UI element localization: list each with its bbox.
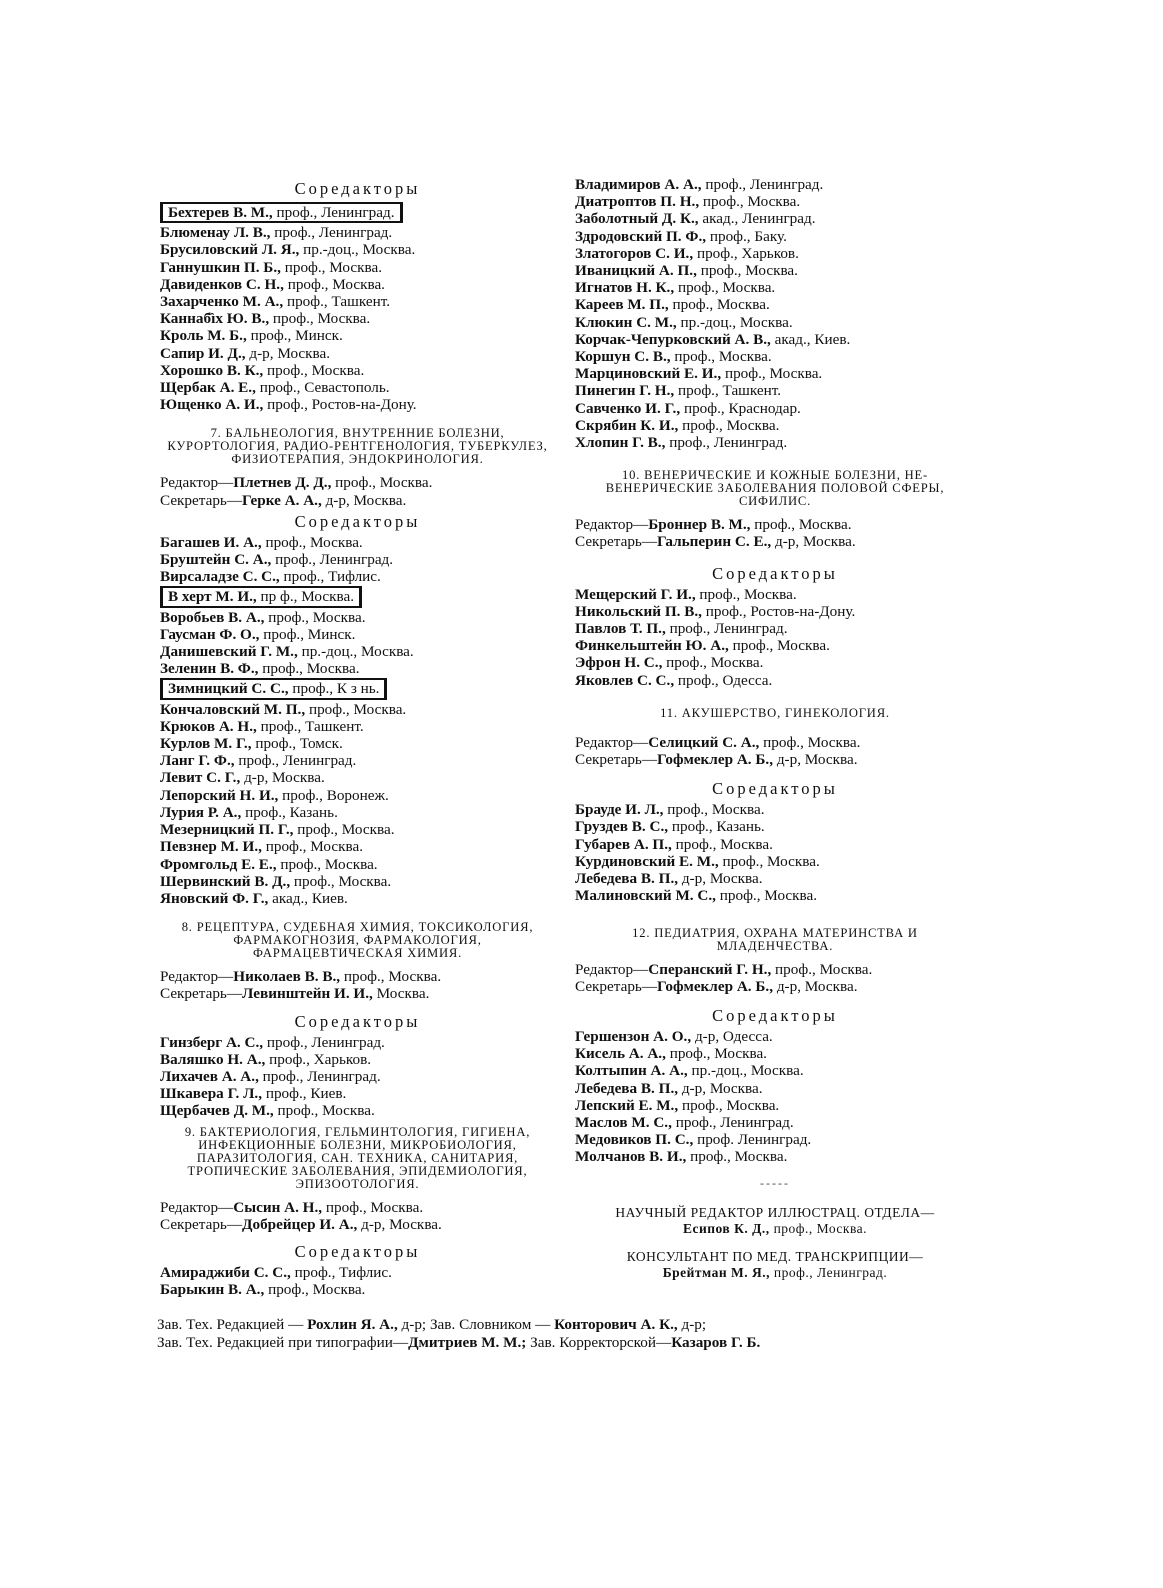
boxed-entry: Бехтерев В. М., проф., Ленинград. (160, 201, 555, 224)
list-item: Никольский П. В., проф., Ростов-на-Дону. (575, 602, 856, 620)
boxed-entry: В херт М. И., пр ф., Москва. (160, 585, 555, 608)
list-item: Пинегин Г. Н., проф., Ташкент. (575, 382, 782, 400)
list-item: Сапир И. Д., д-р, Москва. (160, 344, 331, 362)
secretary-line: Секретарь—Добрейцер И. А., д-р, Москва. (160, 1215, 442, 1233)
list-item: Яновский Ф. Г., акад., Киев. (160, 889, 348, 907)
coeditors-heading: Соредакторы (712, 779, 838, 799)
list-item: Ющенко А. И., проф., Ростов-на-Дону. (160, 396, 417, 414)
section-12-title: 12. ПЕДИАТРИЯ, ОХРАНА МАТЕРИНСТВА И МЛАДЕНЧЕСТВА. (632, 925, 918, 953)
list-item: Диатроптов П. Н., проф., Москва. (575, 193, 801, 211)
list-item: Брауде И. Л., проф., Москва. (575, 801, 765, 819)
list-item: Амираджиби С. С., проф., Тифлис. (160, 1263, 392, 1281)
footer-line-1: Зав. Тех. Редакцией — Рохлин Я. А., д-р; Зав. Словником — Конторович А. К., д-р; (157, 1316, 707, 1333)
list-item: Давиденков С. Н., проф., Москва. (160, 275, 385, 293)
list-item: Ланг Г. Ф., проф., Ленинград. (160, 752, 357, 770)
list-item: Ганнушкин П. Б., проф., Москва. (160, 258, 383, 276)
coeditors-list (160, 534, 555, 586)
coeditors-list (575, 586, 975, 689)
list-item: Воробьев В. А., проф., Москва. (160, 608, 366, 626)
list-item: Курлов М. Г., проф., Томск. (160, 735, 343, 753)
list-item: Маслов М. С., проф., Ленинград. (575, 1113, 794, 1131)
secretary-line: Секретарь—Левинштейн И. И., Москва. (160, 985, 430, 1003)
list-item: Колтыпин А. А., пр.-доц., Москва. (575, 1062, 804, 1080)
list-item: Владимиров А. А., проф., Ленинград. (575, 176, 824, 193)
section-8-title: 8. РЕЦЕПТУРА, СУДЕБНАЯ ХИМИЯ, ТОКСИКОЛОГИЯ, ФАРМАКОГНОЗИЯ, ФАРМАКОЛОГИЯ, ФАРМАЦЕВТИЧЕСКАЯ ХИМИЯ. (181, 920, 534, 961)
coeditors-list (160, 1264, 555, 1298)
coeditors-list (160, 224, 555, 413)
coeditors-list (575, 801, 975, 904)
list-item: Корчак-Чепурковский А. В., акад., Киев. (575, 330, 851, 348)
coeditors-heading: Соредакторы (712, 1005, 838, 1025)
editor-line: Редактор—Николаев В. В., проф., Москва. (160, 968, 442, 986)
list-item: Щербачев Д. М., проф., Москва. (160, 1102, 375, 1120)
list-item: Павлов Т. П., проф., Ленинград. (575, 620, 788, 638)
list-item: Груздев В. С., проф., Казань. (575, 818, 765, 836)
list-item: Вирсаладзе С. С., проф., Тифлис. (160, 568, 381, 586)
list-item: Лепский Е. М., проф., Москва. (575, 1096, 780, 1114)
editor-line: Редактор—Сперанский Г. Н., проф., Москва. (575, 960, 873, 978)
coeditors-heading: Соредакторы (294, 179, 421, 198)
illustr-editor: НАУЧНЫЙ РЕДАКТОР ИЛЛЮСТРАЦ. ОТДЕЛА— Есипов К. Д., проф., Москва. (615, 1204, 935, 1236)
section-9-title: 9. БАКТЕРИОЛОГИЯ, ГЕЛЬМИНТОЛОГИЯ, ГИГИЕНА, ИНФЕКЦИОННЫЕ БОЛЕЗНИ, МИКРОБИОЛОГИЯ, ПАРАЗИТОЛОГИЯ, САН. ТЕХНИКА, САНИТАРИЯ, ТРОПИЧЕСКИЕ ЗАБОЛЕВАНИЯ, ЭПИДЕМИОЛОГИЯ, ЭПИЗООТОЛОГИЯ. (184, 1124, 531, 1191)
list-item: Лебедева В. П., д-р, Москва. (575, 870, 763, 888)
coeditors-heading: Соредакторы (294, 1011, 421, 1031)
list-item: Лурия Р. А., проф., Казань. (160, 803, 338, 821)
list-item: Зеленин В. Ф., проф., Москва. (160, 660, 360, 678)
list-item: Хлопин Г. В., проф., Ленинград. (575, 434, 788, 452)
list-item: Данишевский Г. М., пр.-доц., Москва. (160, 643, 414, 661)
separator: ----- (760, 1175, 790, 1190)
coeditors-list (160, 1034, 555, 1120)
list-item: Крюков А. Н., проф., Ташкент. (160, 717, 364, 735)
list-item: Блюменау Л. В., проф., Ленинград. (160, 224, 393, 242)
list-item: Савченко И. Г., проф., Краснодар. (575, 399, 801, 417)
list-item: Марциновский Е. И., проф., Москва. (575, 365, 823, 383)
list-item: Шервинский В. Д., проф., Москва. (160, 872, 392, 890)
list-item: Заболотный Д. К., акад., Ленинград. (575, 210, 816, 228)
coeditors-list (160, 609, 555, 678)
section-11-title: 11. АКУШЕРСТВО, ГИНЕКОЛОГИЯ. (660, 705, 890, 720)
coeditors-list (575, 176, 975, 451)
list-item: Губарев А. П., проф., Москва. (575, 835, 773, 853)
list-item: Молчанов В. И., проф., Москва. (575, 1148, 788, 1166)
coeditors-list (575, 1028, 975, 1166)
list-item: Валяшко Н. А., проф., Харьков. (160, 1050, 372, 1068)
list-item: Финкельштейн Ю. А., проф., Москва. (575, 637, 830, 655)
list-item: Бруштейн С. А., проф., Ленинград. (160, 551, 394, 569)
list-item: Лебедева В. П., д-р, Москва. (575, 1079, 763, 1097)
secretary-line: Секретарь—Гальперин С. Е., д-р, Москва. (575, 533, 856, 551)
list-item: Захарченко М. А., проф., Ташкент. (160, 293, 390, 311)
list-item: Гинзберг А. С., проф., Ленинград. (160, 1033, 385, 1051)
footer (157, 1316, 977, 1352)
list-item: Златогоров С. И., проф., Харьков. (575, 244, 799, 262)
editor-line: Редактор—Плетнев Д. Д., проф., Москва. (160, 474, 433, 492)
editor-line: Редактор—Селицкий С. А., проф., Москва. (575, 733, 861, 751)
list-item: Кроль М. Б., проф., Минск. (160, 327, 343, 345)
list-item: Клюкин С. М., пр.-доц., Москва. (575, 313, 793, 331)
list-item: Щербак А. Е., проф., Севастополь. (160, 379, 390, 397)
list-item: Брусиловский Л. Я., пр.-доц., Москва. (160, 241, 416, 259)
list-item: Кареев М. П., проф., Москва. (575, 296, 770, 314)
left-column (160, 176, 555, 1298)
list-item: Иваницкий А. П., проф., Москва. (575, 262, 798, 280)
list-item: Левит С. Г., д-р, Москва. (160, 769, 325, 787)
list-item: Яковлев С. С., проф., Одесса. (575, 671, 773, 689)
coeditors-list (160, 701, 555, 907)
secretary-line: Секретарь—Гофмеклер А. Б., д-р, Москва. (575, 977, 858, 995)
list-item: Гершензон А. О., д-р, Одесса. (575, 1027, 773, 1045)
right-column (575, 176, 975, 1281)
coeditors-heading: Соредакторы (294, 511, 421, 531)
list-item: Каннаб҄ıх Ю. В., проф., Москва. (160, 310, 371, 328)
secretary-line: Секретарь—Герке А. А., д-р, Москва. (160, 491, 407, 509)
list-item: Здродовский П. Ф., проф., Баку. (575, 227, 787, 245)
list-item: Мезерницкий П. Г., проф., Москва. (160, 821, 395, 839)
list-item: Кончаловский М. П., проф., Москва. (160, 700, 407, 718)
list-item: Фромгольд Е. Е., проф., Москва. (160, 855, 378, 873)
section-10-title: 10. ВЕНЕРИЧЕСКИЕ И КОЖНЫЕ БОЛЕЗНИ, НЕ-ВЕНЕРИЧЕСКИЕ ЗАБОЛЕВАНИЯ ПОЛОВОЙ СФЕРЫ, СИФИЛИС. (605, 468, 945, 509)
list-item: Барыкин В. А., проф., Москва. (160, 1281, 366, 1299)
list-item: Игнатов Н. К., проф., Москва. (575, 279, 776, 297)
list-item: Багашев И. А., проф., Москва. (160, 533, 363, 551)
coeditors-heading: Соредакторы (712, 563, 838, 583)
editor-line: Редактор—Сысин А. Н., проф., Москва. (160, 1198, 424, 1216)
list-item: Певзнер М. И., проф., Москва. (160, 838, 364, 856)
boxed-entry: Зимницкий С. С., проф., К з нь. (160, 677, 555, 700)
list-item: Лихачев А. А., проф., Ленинград. (160, 1067, 381, 1085)
list-item: Кисель А. А., проф., Москва. (575, 1045, 767, 1063)
editor-line: Редактор—Броннер В. М., проф., Москва. (575, 516, 852, 534)
list-item: Хорошко В. К., проф., Москва. (160, 361, 365, 379)
list-item: Гаусман Ф. О., проф., Минск. (160, 625, 356, 643)
list-item: Эфрон Н. С., проф., Москва. (575, 654, 764, 672)
footer-line-2: Зав. Тех. Редакцией при типографии—Дмитриев М. М.; Зав. Корректорской—Казаров Г. Б. (157, 1334, 761, 1351)
section-7-title: 7. БАЛЬНЕОЛОГИЯ, ВНУТРЕННИЕ БОЛЕЗНИ, КУРОРТОЛОГИЯ, РАДИО-РЕНТГЕНОЛОГИЯ, ТУБЕРКУЛЕЗ, ФИЗИОТЕРАПИЯ, ЭНДОКРИНОЛОГИЯ. (167, 426, 548, 467)
list-item: Мещерский Г. И., проф., Москва. (575, 585, 797, 603)
secretary-line: Секретарь—Гофмеклер А. Б., д-р, Москва. (575, 751, 858, 769)
list-item: Курдиновский Е. М., проф., Москва. (575, 852, 820, 870)
list-item: Лепорский Н. И., проф., Воронеж. (160, 786, 389, 804)
list-item: Коршун С. В., проф., Москва. (575, 348, 772, 366)
list-item: Шкавера Г. Л., проф., Киев. (160, 1085, 347, 1103)
list-item: Малиновский М. С., проф., Москва. (575, 887, 818, 905)
list-item: Скрябин К. И., проф., Москва. (575, 416, 780, 434)
coeditors-heading: Соредакторы (294, 1241, 421, 1261)
list-item: Медовиков П. С., проф. Ленинград. (575, 1131, 812, 1149)
transcription-consultant: КОНСУЛЬТАНТ ПО МЕД. ТРАНСКРИПЦИИ— Брейтман М. Я., проф., Ленинград. (626, 1248, 924, 1280)
